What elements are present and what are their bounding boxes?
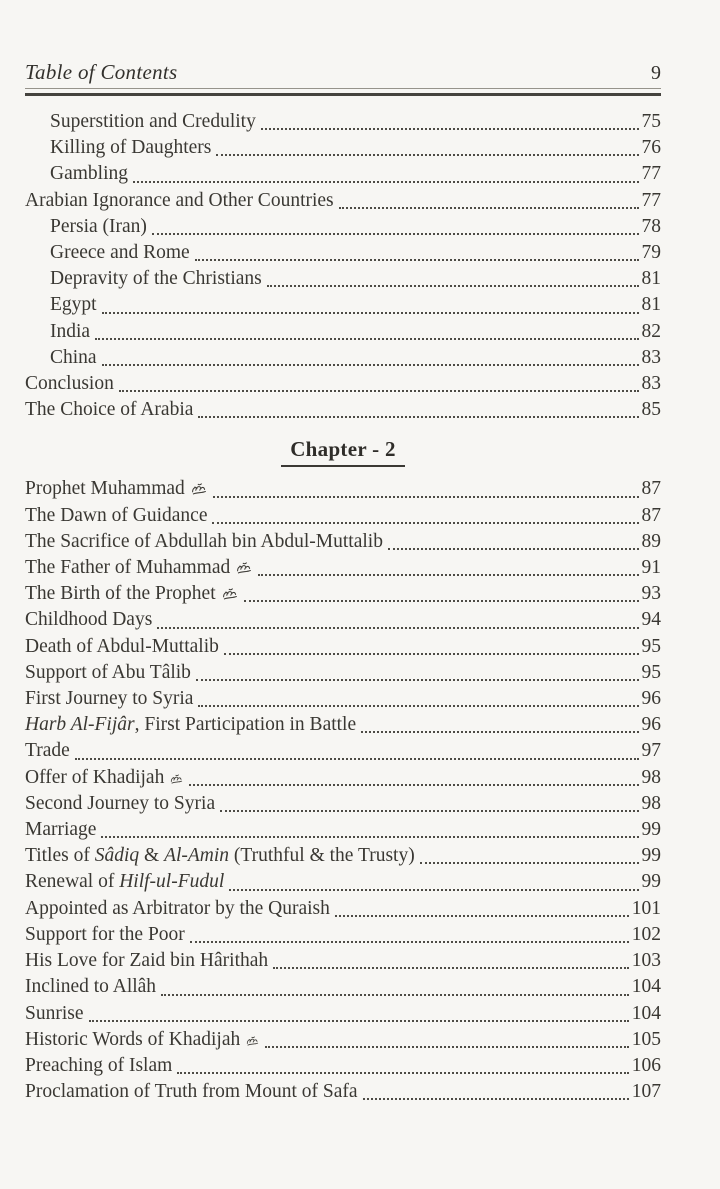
dot-leader bbox=[420, 862, 639, 864]
toc-entry-title bbox=[25, 634, 219, 660]
dot-leader bbox=[273, 967, 629, 969]
toc-entry bbox=[25, 240, 661, 266]
toc-entry-text: , First Participation in Battle bbox=[134, 714, 357, 736]
sallallahu-alayhi-wa-sallam-icon bbox=[236, 557, 252, 583]
toc-entry bbox=[25, 660, 661, 686]
toc-entry-text: Conclusion bbox=[25, 373, 114, 395]
toc-entry-page-number: 79 bbox=[641, 242, 661, 264]
toc-entry-title bbox=[25, 948, 268, 974]
toc-entry-text: Preaching of Islam bbox=[25, 1054, 173, 1076]
toc-entry-title bbox=[25, 607, 152, 633]
chapter-heading-wrap bbox=[25, 437, 661, 467]
dot-leader bbox=[102, 364, 639, 366]
toc-entry-title bbox=[25, 529, 383, 555]
toc-entry-page-number: 81 bbox=[641, 294, 661, 316]
toc-entry-text: The Father of Muhammad bbox=[25, 557, 236, 579]
toc-entry-text: Sunrise bbox=[25, 1002, 84, 1024]
dot-leader bbox=[102, 312, 639, 314]
toc-entry-text: The Dawn of Guidance bbox=[25, 504, 208, 526]
toc-entry-page-number: 95 bbox=[641, 635, 661, 657]
toc-entry bbox=[25, 1027, 661, 1053]
toc-entry bbox=[25, 371, 661, 397]
chapter-heading: Chapter - 2 bbox=[281, 437, 405, 467]
running-head-title: Table of Contents bbox=[25, 60, 178, 84]
toc-entry-title bbox=[50, 161, 128, 187]
dot-leader bbox=[119, 390, 639, 392]
toc-entry-text: Killing of Daughters bbox=[50, 137, 212, 159]
toc-entry-page-number: 102 bbox=[631, 923, 661, 945]
toc-entry bbox=[25, 161, 661, 187]
toc-entry-page-number: 91 bbox=[641, 557, 661, 579]
toc-entry-text: Death of Abdul-Muttalib bbox=[25, 635, 219, 657]
toc-entry bbox=[25, 345, 661, 371]
toc-list bbox=[25, 109, 661, 1105]
dot-leader bbox=[388, 548, 639, 550]
toc-entry-title bbox=[50, 319, 90, 345]
toc-entry-text: Hilf-ul-Fudul bbox=[119, 871, 225, 893]
toc-entry bbox=[25, 1053, 661, 1079]
dot-leader bbox=[177, 1072, 628, 1074]
toc-entry bbox=[25, 1001, 661, 1027]
toc-entry-page-number: 83 bbox=[641, 373, 661, 395]
dot-leader bbox=[75, 758, 639, 760]
toc-entry-text: Renewal of bbox=[25, 871, 120, 893]
toc-entry-page-number: 101 bbox=[631, 897, 661, 919]
toc-entry bbox=[25, 843, 661, 869]
toc-entry-title bbox=[25, 738, 70, 764]
toc-entry-page-number: 96 bbox=[641, 688, 661, 710]
toc-entry bbox=[25, 634, 661, 660]
dot-leader bbox=[335, 915, 629, 917]
toc-entry-text: Harb Al-Fijâr bbox=[25, 714, 135, 736]
dot-leader bbox=[157, 627, 638, 629]
toc-entry-page-number: 81 bbox=[641, 268, 661, 290]
toc-entry-title bbox=[25, 686, 193, 712]
dot-leader bbox=[152, 233, 639, 235]
toc-entry bbox=[25, 738, 661, 764]
toc-entry bbox=[25, 712, 661, 738]
toc-entry-text: Depravity of the Christians bbox=[50, 268, 262, 290]
toc-entry bbox=[25, 791, 661, 817]
radi-allahu-anha-icon bbox=[246, 1029, 259, 1055]
toc-entry bbox=[25, 266, 661, 292]
dot-leader bbox=[190, 941, 629, 943]
toc-entry-title bbox=[25, 869, 224, 895]
dot-leader bbox=[216, 154, 638, 156]
toc-entry-text: Titles of bbox=[25, 845, 95, 867]
toc-entry-text: Historic Words of Khadijah bbox=[25, 1028, 246, 1050]
toc-entry-page-number: 85 bbox=[641, 399, 661, 421]
toc-entry bbox=[25, 503, 661, 529]
dot-leader bbox=[89, 1020, 629, 1022]
dot-leader bbox=[224, 653, 639, 655]
toc-entry-title bbox=[50, 266, 262, 292]
toc-entry-text: Second Journey to Syria bbox=[25, 792, 216, 814]
toc-entry-title bbox=[25, 503, 207, 529]
toc-entry-page-number: 104 bbox=[631, 1002, 661, 1024]
toc-entry-page-number: 76 bbox=[641, 137, 661, 159]
toc-entry-text: Offer of Khadijah bbox=[25, 766, 170, 788]
toc-entry bbox=[25, 135, 661, 161]
toc-entry-title bbox=[50, 345, 97, 371]
toc-entry-title bbox=[25, 974, 156, 1000]
toc-entry-page-number: 98 bbox=[641, 792, 661, 814]
toc-entry-text: First Journey to Syria bbox=[25, 688, 194, 710]
toc-entry-title bbox=[25, 397, 193, 423]
toc-entry bbox=[25, 974, 661, 1000]
toc-entry-text: Prophet Muhammad bbox=[25, 478, 190, 500]
toc-entry-page-number: 106 bbox=[631, 1054, 661, 1076]
toc-entry-text: The Birth of the Prophet bbox=[25, 583, 221, 605]
toc-entry-page-number: 99 bbox=[641, 845, 661, 867]
radi-allahu-anha-icon bbox=[170, 767, 183, 793]
dot-leader bbox=[267, 285, 639, 287]
dot-leader bbox=[161, 994, 629, 996]
toc-entry-text: & bbox=[139, 845, 165, 867]
toc-entry-title bbox=[25, 555, 253, 581]
toc-entry-text: Proclamation of Truth from Mount of Safa bbox=[25, 1081, 358, 1103]
toc-entry-page-number: 104 bbox=[631, 976, 661, 998]
toc-entry-title bbox=[25, 660, 191, 686]
toc-entry-text: China bbox=[50, 346, 97, 368]
sallallahu-alayhi-wa-sallam-icon bbox=[222, 583, 238, 609]
toc-entry bbox=[25, 869, 661, 895]
toc-entry-page-number: 77 bbox=[641, 163, 661, 185]
toc-entry-text: Persia (Iran) bbox=[50, 215, 147, 237]
toc-entry-title bbox=[50, 292, 97, 318]
dot-leader bbox=[133, 181, 639, 183]
toc-entry-page-number: 82 bbox=[641, 320, 661, 342]
page-header bbox=[25, 60, 661, 85]
dot-leader bbox=[196, 679, 639, 681]
toc-entry-text: India bbox=[50, 320, 91, 342]
toc-entry-text: His Love for Zaid bin Hârithah bbox=[25, 950, 269, 972]
sallallahu-alayhi-wa-sallam-icon bbox=[191, 478, 207, 504]
dot-leader bbox=[363, 1098, 629, 1100]
toc-entry-title bbox=[25, 371, 114, 397]
toc-entry-page-number: 78 bbox=[641, 215, 661, 237]
toc-entry-text: Sâdiq bbox=[94, 845, 140, 867]
toc-entry bbox=[25, 214, 661, 240]
toc-entry-page-number: 93 bbox=[641, 583, 661, 605]
toc-entry bbox=[25, 607, 661, 633]
toc-entry-text: The Choice of Arabia bbox=[25, 399, 194, 421]
toc-entry-page-number: 97 bbox=[641, 740, 661, 762]
toc-entry-title bbox=[25, 843, 415, 869]
toc-entry bbox=[25, 555, 661, 581]
dot-leader bbox=[212, 522, 638, 524]
toc-entry-title bbox=[25, 896, 330, 922]
dot-leader bbox=[213, 496, 639, 498]
header-rule-thick bbox=[25, 93, 661, 96]
dot-leader bbox=[361, 731, 638, 733]
page-bottom-edge bbox=[148, 1174, 720, 1180]
toc-entry-page-number: 98 bbox=[641, 766, 661, 788]
toc-entry-text: Appointed as Arbitrator by the Quraish bbox=[25, 897, 330, 919]
toc-entry-text: Greece and Rome bbox=[50, 242, 190, 264]
toc-section bbox=[25, 109, 661, 423]
toc-entry-title bbox=[50, 240, 190, 266]
toc-entry-text: Gambling bbox=[50, 163, 128, 185]
toc-entry-title bbox=[50, 109, 256, 135]
toc-entry bbox=[25, 109, 661, 135]
toc-entry-title bbox=[50, 214, 147, 240]
toc-entry bbox=[25, 476, 661, 502]
toc-entry bbox=[25, 948, 661, 974]
toc-entry-page-number: 95 bbox=[641, 661, 661, 683]
toc-section bbox=[25, 437, 661, 1105]
toc-entry-page-number: 105 bbox=[631, 1028, 661, 1050]
toc-entry-text: Support for the Poor bbox=[25, 923, 185, 945]
toc-entry-title bbox=[25, 1001, 84, 1027]
toc-entry-page-number: 75 bbox=[641, 111, 661, 132]
dot-leader bbox=[95, 338, 638, 340]
toc-entry-title bbox=[25, 581, 239, 607]
toc-entry-page-number: 94 bbox=[641, 609, 661, 631]
dot-leader bbox=[339, 207, 639, 209]
toc-entry bbox=[25, 765, 661, 791]
toc-entry-page-number: 87 bbox=[641, 504, 661, 526]
toc-entry bbox=[25, 817, 661, 843]
toc-entry-title bbox=[25, 765, 184, 791]
toc-entry-page-number: 99 bbox=[641, 871, 661, 893]
toc-entry-title bbox=[25, 188, 334, 214]
toc-entry-text: (Truthful & the Trusty) bbox=[229, 845, 415, 867]
toc-entry-text: Marriage bbox=[25, 819, 97, 841]
dot-leader bbox=[244, 600, 639, 602]
dot-leader bbox=[189, 784, 638, 786]
toc-entry bbox=[25, 529, 661, 555]
toc-entry bbox=[25, 319, 661, 345]
toc-entry-page-number: 99 bbox=[641, 819, 661, 841]
toc-entry-text: Trade bbox=[25, 740, 70, 762]
toc-entry-title bbox=[25, 817, 96, 843]
dot-leader bbox=[195, 259, 639, 261]
toc-entry-text: Al-Amin bbox=[164, 845, 230, 867]
toc-entry bbox=[25, 1079, 661, 1105]
toc-entry-text: The Sacrifice of Abdullah bin Abdul-Muttalib bbox=[25, 530, 383, 552]
toc-entry-text: Superstition and Credulity bbox=[50, 111, 256, 132]
toc-entry-title bbox=[25, 476, 208, 502]
toc-entry-page-number: 103 bbox=[631, 950, 661, 972]
toc-entry bbox=[25, 686, 661, 712]
toc-entry-title bbox=[25, 1053, 172, 1079]
toc-entry-text: Support of Abu Tâlib bbox=[25, 661, 191, 683]
dot-leader bbox=[265, 1046, 629, 1048]
toc-entry bbox=[25, 397, 661, 423]
toc-entry-page-number: 96 bbox=[641, 714, 661, 736]
toc-entry bbox=[25, 188, 661, 214]
toc-entry-title bbox=[25, 1027, 260, 1053]
toc-entry-title bbox=[25, 922, 185, 948]
toc-entry bbox=[25, 896, 661, 922]
toc-entry-text: Arabian Ignorance and Other Countries bbox=[25, 189, 334, 211]
toc-entry-title bbox=[25, 712, 356, 738]
header-rule-thin bbox=[25, 88, 661, 89]
toc-entry-text: Childhood Days bbox=[25, 609, 153, 631]
toc-entry-title bbox=[25, 1079, 358, 1105]
dot-leader bbox=[198, 416, 638, 418]
toc-entry bbox=[25, 581, 661, 607]
dot-leader bbox=[198, 705, 638, 707]
toc-entry bbox=[25, 292, 661, 318]
toc-entry-page-number: 77 bbox=[641, 189, 661, 211]
running-head-page-number: 9 bbox=[651, 62, 661, 84]
toc-entry-page-number: 83 bbox=[641, 346, 661, 368]
toc-entry-page-number: 89 bbox=[641, 530, 661, 552]
toc-entry-text: Inclined to Allâh bbox=[25, 976, 157, 998]
toc-entry-title bbox=[25, 791, 215, 817]
toc-entry-title bbox=[50, 135, 211, 161]
toc-page bbox=[25, 60, 661, 1105]
dot-leader bbox=[220, 810, 638, 812]
dot-leader bbox=[229, 889, 638, 891]
toc-entry bbox=[25, 922, 661, 948]
dot-leader bbox=[101, 836, 638, 838]
dot-leader bbox=[258, 574, 638, 576]
toc-entry-page-number: 107 bbox=[631, 1081, 661, 1103]
toc-entry-page-number: 87 bbox=[641, 478, 661, 500]
dot-leader bbox=[261, 128, 639, 130]
toc-entry-text: Egypt bbox=[50, 294, 97, 316]
